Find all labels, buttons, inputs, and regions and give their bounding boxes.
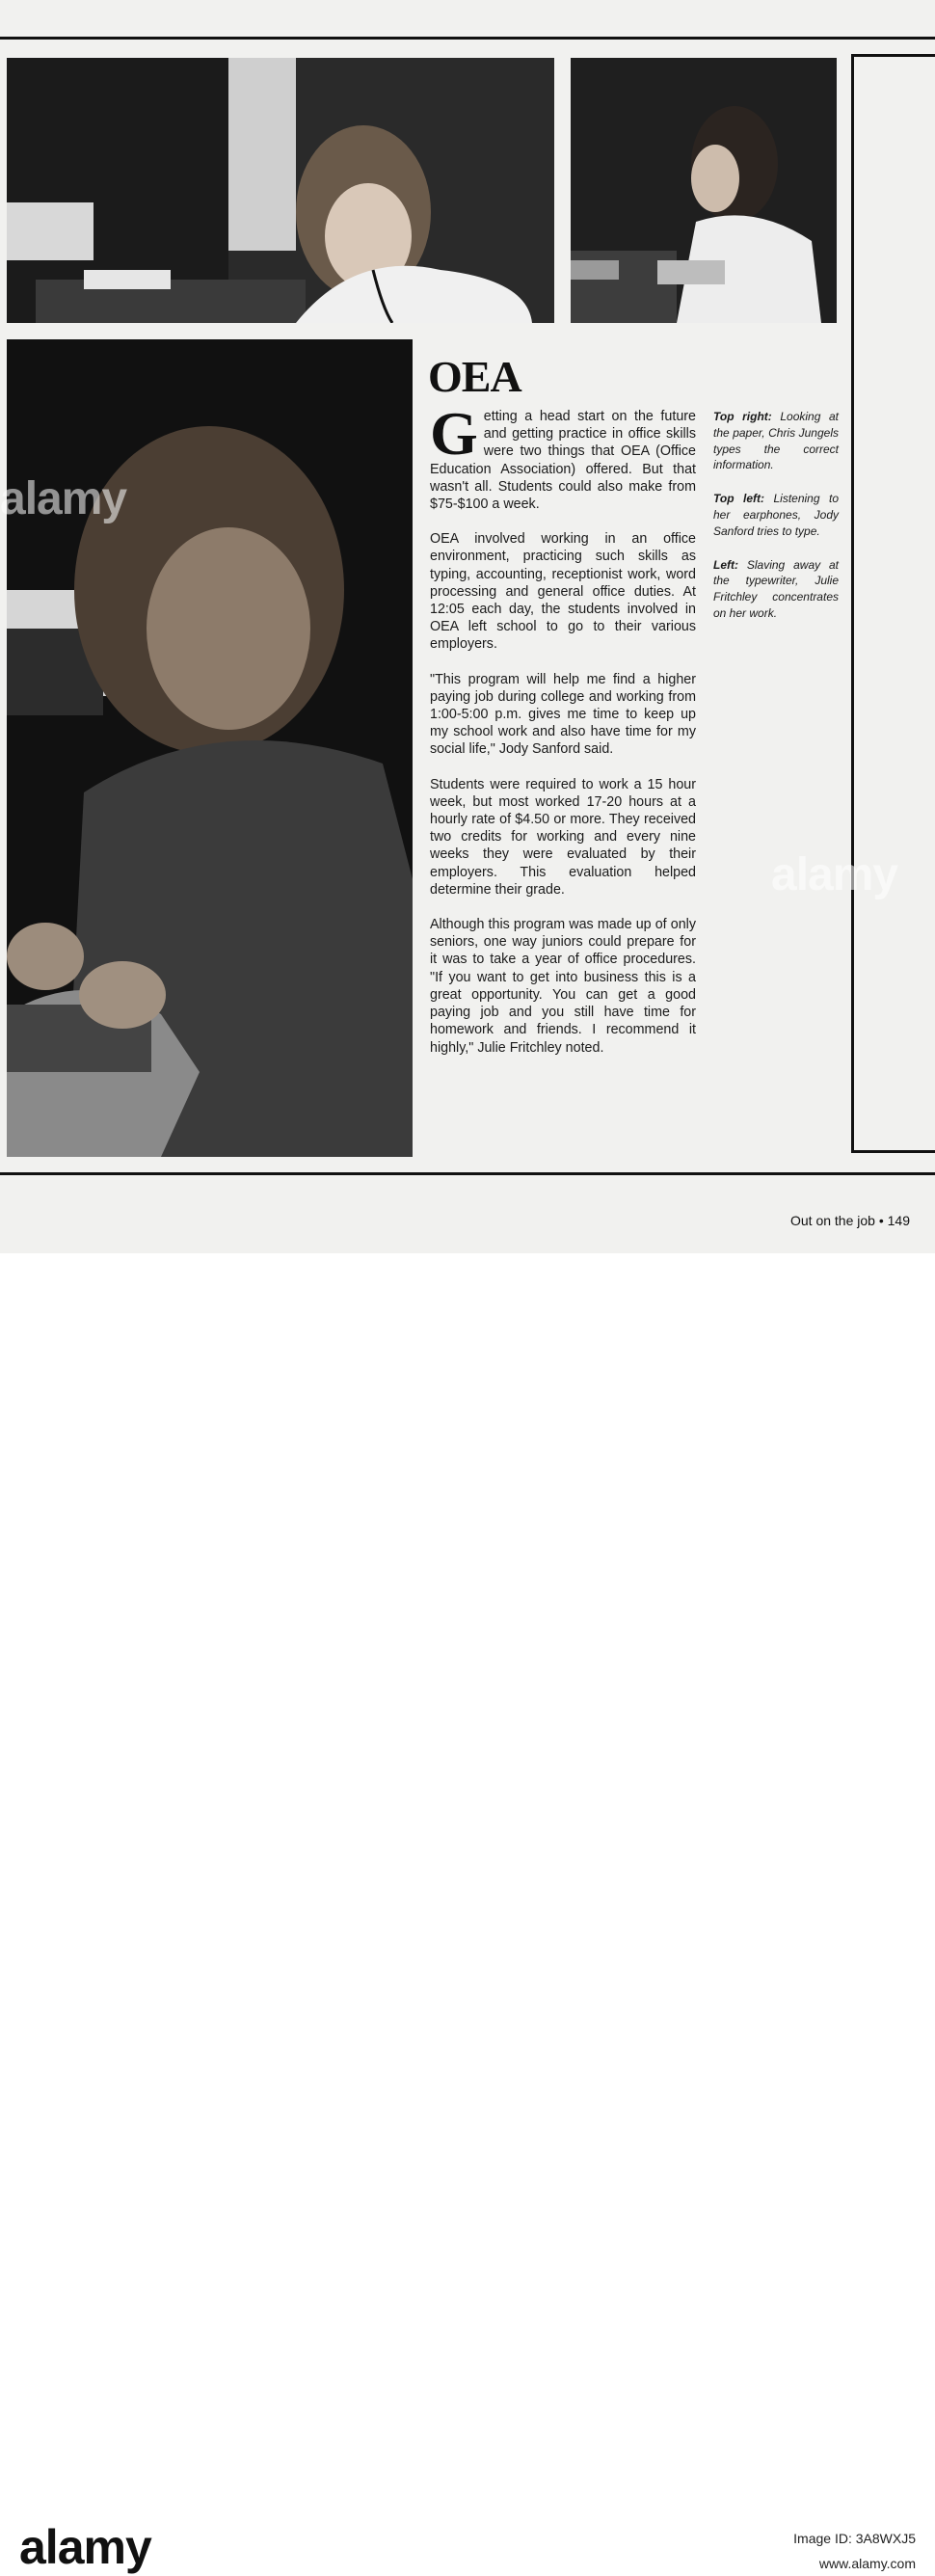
page-footer — [790, 1213, 910, 1228]
article-paragraph-5: Although this program was made up of only seniors, one way juniors could prepare for it was to take a year of office procedures. "If you want to get into business this is a great opportunity. You can get a good paying job and you still have time for homework and friends. I recommend it highly," Julie Fritchley noted. — [430, 917, 696, 1056]
photo-captions — [713, 409, 839, 639]
footer-section: Out on the job — [790, 1213, 875, 1228]
article-paragraph-4: Students were required to work a 15 hour week, but most worked 17-20 hours at a hourly rate of $4.50 or more. They received two credits for working and every nine weeks they were evaluated by their employers. This evaluation helped determine their grade. — [430, 776, 696, 898]
drop-cap: G — [430, 399, 478, 468]
photo-top-left — [7, 58, 554, 323]
photo-left — [7, 339, 413, 1157]
watermark-overlay-right: alamy — [771, 849, 898, 900]
right-margin-frame — [851, 54, 935, 1153]
caption-top-left: Top left: Listening to her earphones, Jody Sanford tries to type. — [713, 492, 839, 538]
article-paragraph-1: Getting a head start on the future and getting practice in office skills were two things that OEA (Office Education Association) offered. But that wasn't all. Students could also make from $75-$100 a week. — [430, 399, 696, 513]
article-paragraph-3: "This program will help me find a higher paying job during college and working from 1:00-5:00 p.m. gives me time to keep up my school work and also have time for my social life," Jody Sanford said. — [430, 671, 696, 758]
footer-separator: • — [878, 1213, 884, 1228]
caption-left: Left: Slaving away at the typewriter, Julie Fritchley concentrates on her work. — [713, 557, 839, 620]
yearbook-page — [0, 0, 935, 1253]
article-paragraph-2: OEA involved working in an office environment, practicing such skills as typing, accounting, receptionist work, word processing and general office duties. At 12:05 each day, the students involved in OEA left school to go to their various employers. — [430, 531, 696, 653]
photo-top-right — [571, 58, 837, 323]
bottom-rule — [0, 1172, 935, 1175]
page-number: 149 — [887, 1213, 910, 1228]
article-title: OEA — [428, 352, 521, 401]
article-body — [430, 399, 696, 1074]
watermark-url: www.alamy.com — [818, 2556, 916, 2571]
watermark-bar — [0, 1253, 935, 2574]
watermark-image-id: Image ID: 3A8WXJ5 — [793, 2531, 916, 2546]
watermark-info — [627, 2526, 916, 2576]
watermark-overlay-left: alamy — [0, 473, 127, 524]
watermark-logo: alamy — [19, 2520, 151, 2574]
caption-top-right: Top right: Looking at the paper, Chris Jungels types the correct information. — [713, 410, 839, 472]
top-rule — [0, 37, 935, 40]
